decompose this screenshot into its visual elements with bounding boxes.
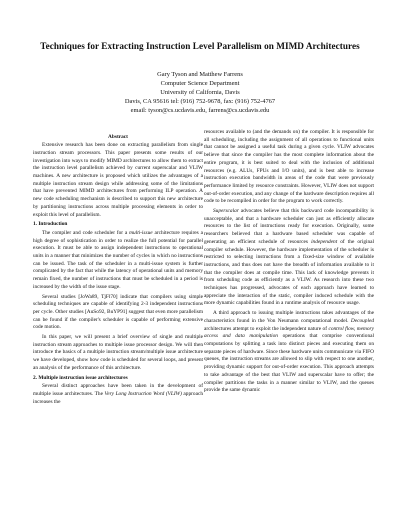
- paragraph: Superscalar advocates believe that this backward code incompatibility is unacceptable, and that a hardware scheduler can just as efficiently allocate resources to the list of instructions ready for execution. Originally, some researchers believed that a hardware based scheduler was capable of generating an efficient schedule of resources independent of the original compiler schedule. However, the hardware implementation of the scheduler is restricted to selecting instructions from a fixed-size window of available instructions, and thus does not have the breadth of information available to it that the compiler does at compile time. This lack of knowledge prevents it from scheduling code as efficiently as a VLIW. As research into these two techniques has progressed, advocates of each approach have learned to appreciate the interaction of the static, compiler induced schedule with the more dynamic capabilities found in a runtime analysis of resource usage.: [204, 208, 375, 307]
- author-names: Gary Tyson and Matthew Farrens: [157, 71, 243, 78]
- paragraph: In this paper, we will present a brief overview of single and multiple instruction stream approaches to multiple issue processor design. We will then introduce the basics of a multiple instruction stream/multiple issue architecture we have developed, show how code is scheduled for several loops, and present an analysis of the performance of this architecture.: [33, 334, 203, 371]
- paper-title: Techniques for Extracting Instruction Level Parallelism on MIMD Architectures: [40, 41, 360, 51]
- paragraph: The compiler and code scheduler for a multi-issue architecture requires a high degree of sophistication in order to realize the full potential for parallel execution. It must be able to assign independent instructions to operational units in a manner that minimizes the number of cycles in which no instructions can be issued. The task of the scheduler in a multi-issue system is further complicated by the fact that while the latency of operational units and memory remain fixed, the number of instructions that must be scheduled in a period is increased by the width of the issue stage.: [33, 229, 203, 290]
- paragraph: Several distinct approaches have been taken in the development of multiple issue architectures. The Very Long Instruction Word (VLIW) approach increases the: [33, 383, 204, 405]
- affiliation-line: Davis, CA 95616 tel: (916) 752-9678, fax: (916) 752-4767: [124, 97, 276, 105]
- paragraph: resources available to (and the demands on) the compiler. It is responsible for all scheduling, including the assignment of all operations to functional units that cannot be assigned a useful task during a given cycle. VLIW advocates believe that since the compiler has the most complete information about the entire program, it is best suited to deal with the inclusion of additional resources (e.g. ALUs, FPUs and I/O units), and is best able to increase instruction execution bandwidth in areas of the code that were previously performance limited by resource constraints. However, VLIW does not support out-of-order execution, and any change of the hardware description requires all code to be recompiled in order for the program to work correctly.: [204, 129, 374, 205]
- email-line: email: tyson@cs.ucdavis.edu, farrens@cs.ucdavis.edu: [130, 106, 270, 114]
- section-heading: 1. Introduction: [33, 221, 68, 228]
- paragraph: A third approach to issuing multiple instructions takes advantages of the characteristics found in the Von Neumann computational model. Decoupled architectures attempt to exploit the independent nature of control flow, memory access and data manipulation operations that comprise conventional computations by splitting a task into distinct pieces and executing them on separate pieces of hardware. Since these hardware units communicate via FIFO queues, the instruction streams are allowed to slip with respect to one another, providing dynamic support for out-of-order execution. This approach attempts to take advantage of the best that VLIW and superscalar have to offer; the compiler partitions the tasks in a manner similar to VLIW, and the queues provide the same dynamic: [204, 310, 374, 394]
- left-column: [33, 134, 203, 408]
- section-heading: 2. Multiple instruction issue architectures: [33, 374, 128, 381]
- author-block: [0, 71, 400, 116]
- right-column: [204, 129, 374, 397]
- paragraph: Several studies [JoWa89, TjFl70] indicate that compilers using simple scheduling techniques are capable of identifying 2-3 independent instructions per cycle. Other studies [AuSo92, BuYP91] suggest that even more parallelism can be found if the compiler's scheduler is capable of performing extensive code motion.: [33, 293, 203, 331]
- affiliation-line: Computer Science Department: [160, 79, 240, 87]
- abstract-heading: Abstract: [108, 134, 128, 140]
- abstract-text: Extensive research has been done on extracting parallelism from single instruction stream processors. This paper presents some results of our investigation into ways to modify MIMD architectures to allow them to extract the instruction level parallelism achieved by current superscalar and VLIW machines. A new architecture is proposed which utilizes the advantages of a multiple instruction stream design while addressing some of the limitations that have prevented MIMD architectures from performing ILP operation. A new code scheduling mechanism is described to support this new architecture by partitioning instructions across multiple processing elements in order to exploit this level of parallelism.: [33, 142, 203, 218]
- affiliation-line: University of California, Davis: [160, 88, 240, 96]
